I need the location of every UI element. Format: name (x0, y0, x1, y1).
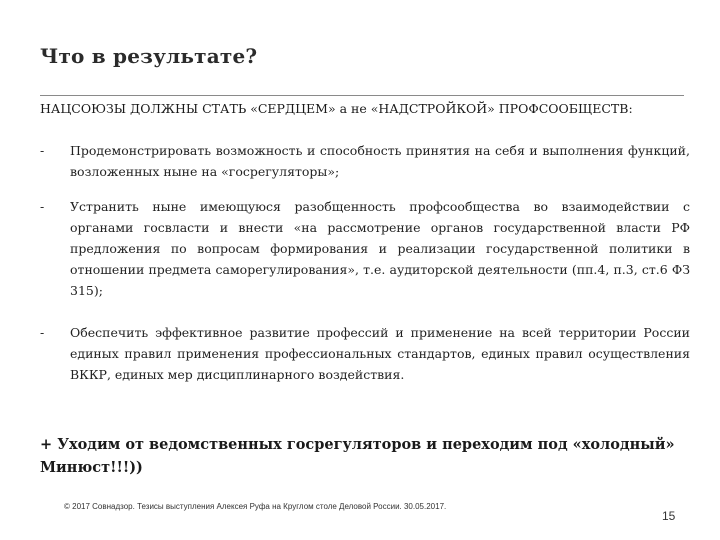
headline: НАЦСОЮЗЫ ДОЛЖНЫ СТАТЬ «СЕРДЦЕМ» а не «НАДСТРОЙКОЙ» ПРОФСООБЩЕСТВ: (40, 101, 633, 116)
conclusion-statement: + Уходим от ведомственных госрегуляторов и переходим под «холодный» Минюст!!!)) (40, 436, 675, 476)
bullet-text: Обеспечить эффективное развитие профессий и применение на всей территории России единых правил применения профессиональных стандартов, единых правил осуществления ВККР, единых мер дисциплинарного воздействия. (70, 325, 690, 382)
footer-copyright: © 2017 Совнадзор. Тезисы выступления Алексея Руфа на Круглом столе Деловой России. 30.05.2017. (64, 502, 447, 511)
bullet-marker: - (40, 143, 45, 158)
title-divider (40, 95, 684, 96)
page-number: 15 (662, 509, 676, 523)
bullet-marker: - (40, 325, 45, 340)
bullet-text: Продемонстрировать возможность и способность принятия на себя и выполнения функций, возложенных ныне на «госрегуляторы»; (70, 143, 690, 179)
bullet-text: Устранить ныне имеющуюся разобщенность профсообщества во взаимодействии с органами госвласти и внести «на рассмотрение органов государственной власти РФ предложения по вопросам формирования и реализации государственной политики в отношении предмета саморегулирования», т.е. аудиторской деятельности (пп.4, п.3, ст.6 ФЗ 315); (70, 199, 690, 298)
bullet-marker: - (40, 199, 45, 214)
slide-title: Что в результате? (40, 44, 258, 68)
